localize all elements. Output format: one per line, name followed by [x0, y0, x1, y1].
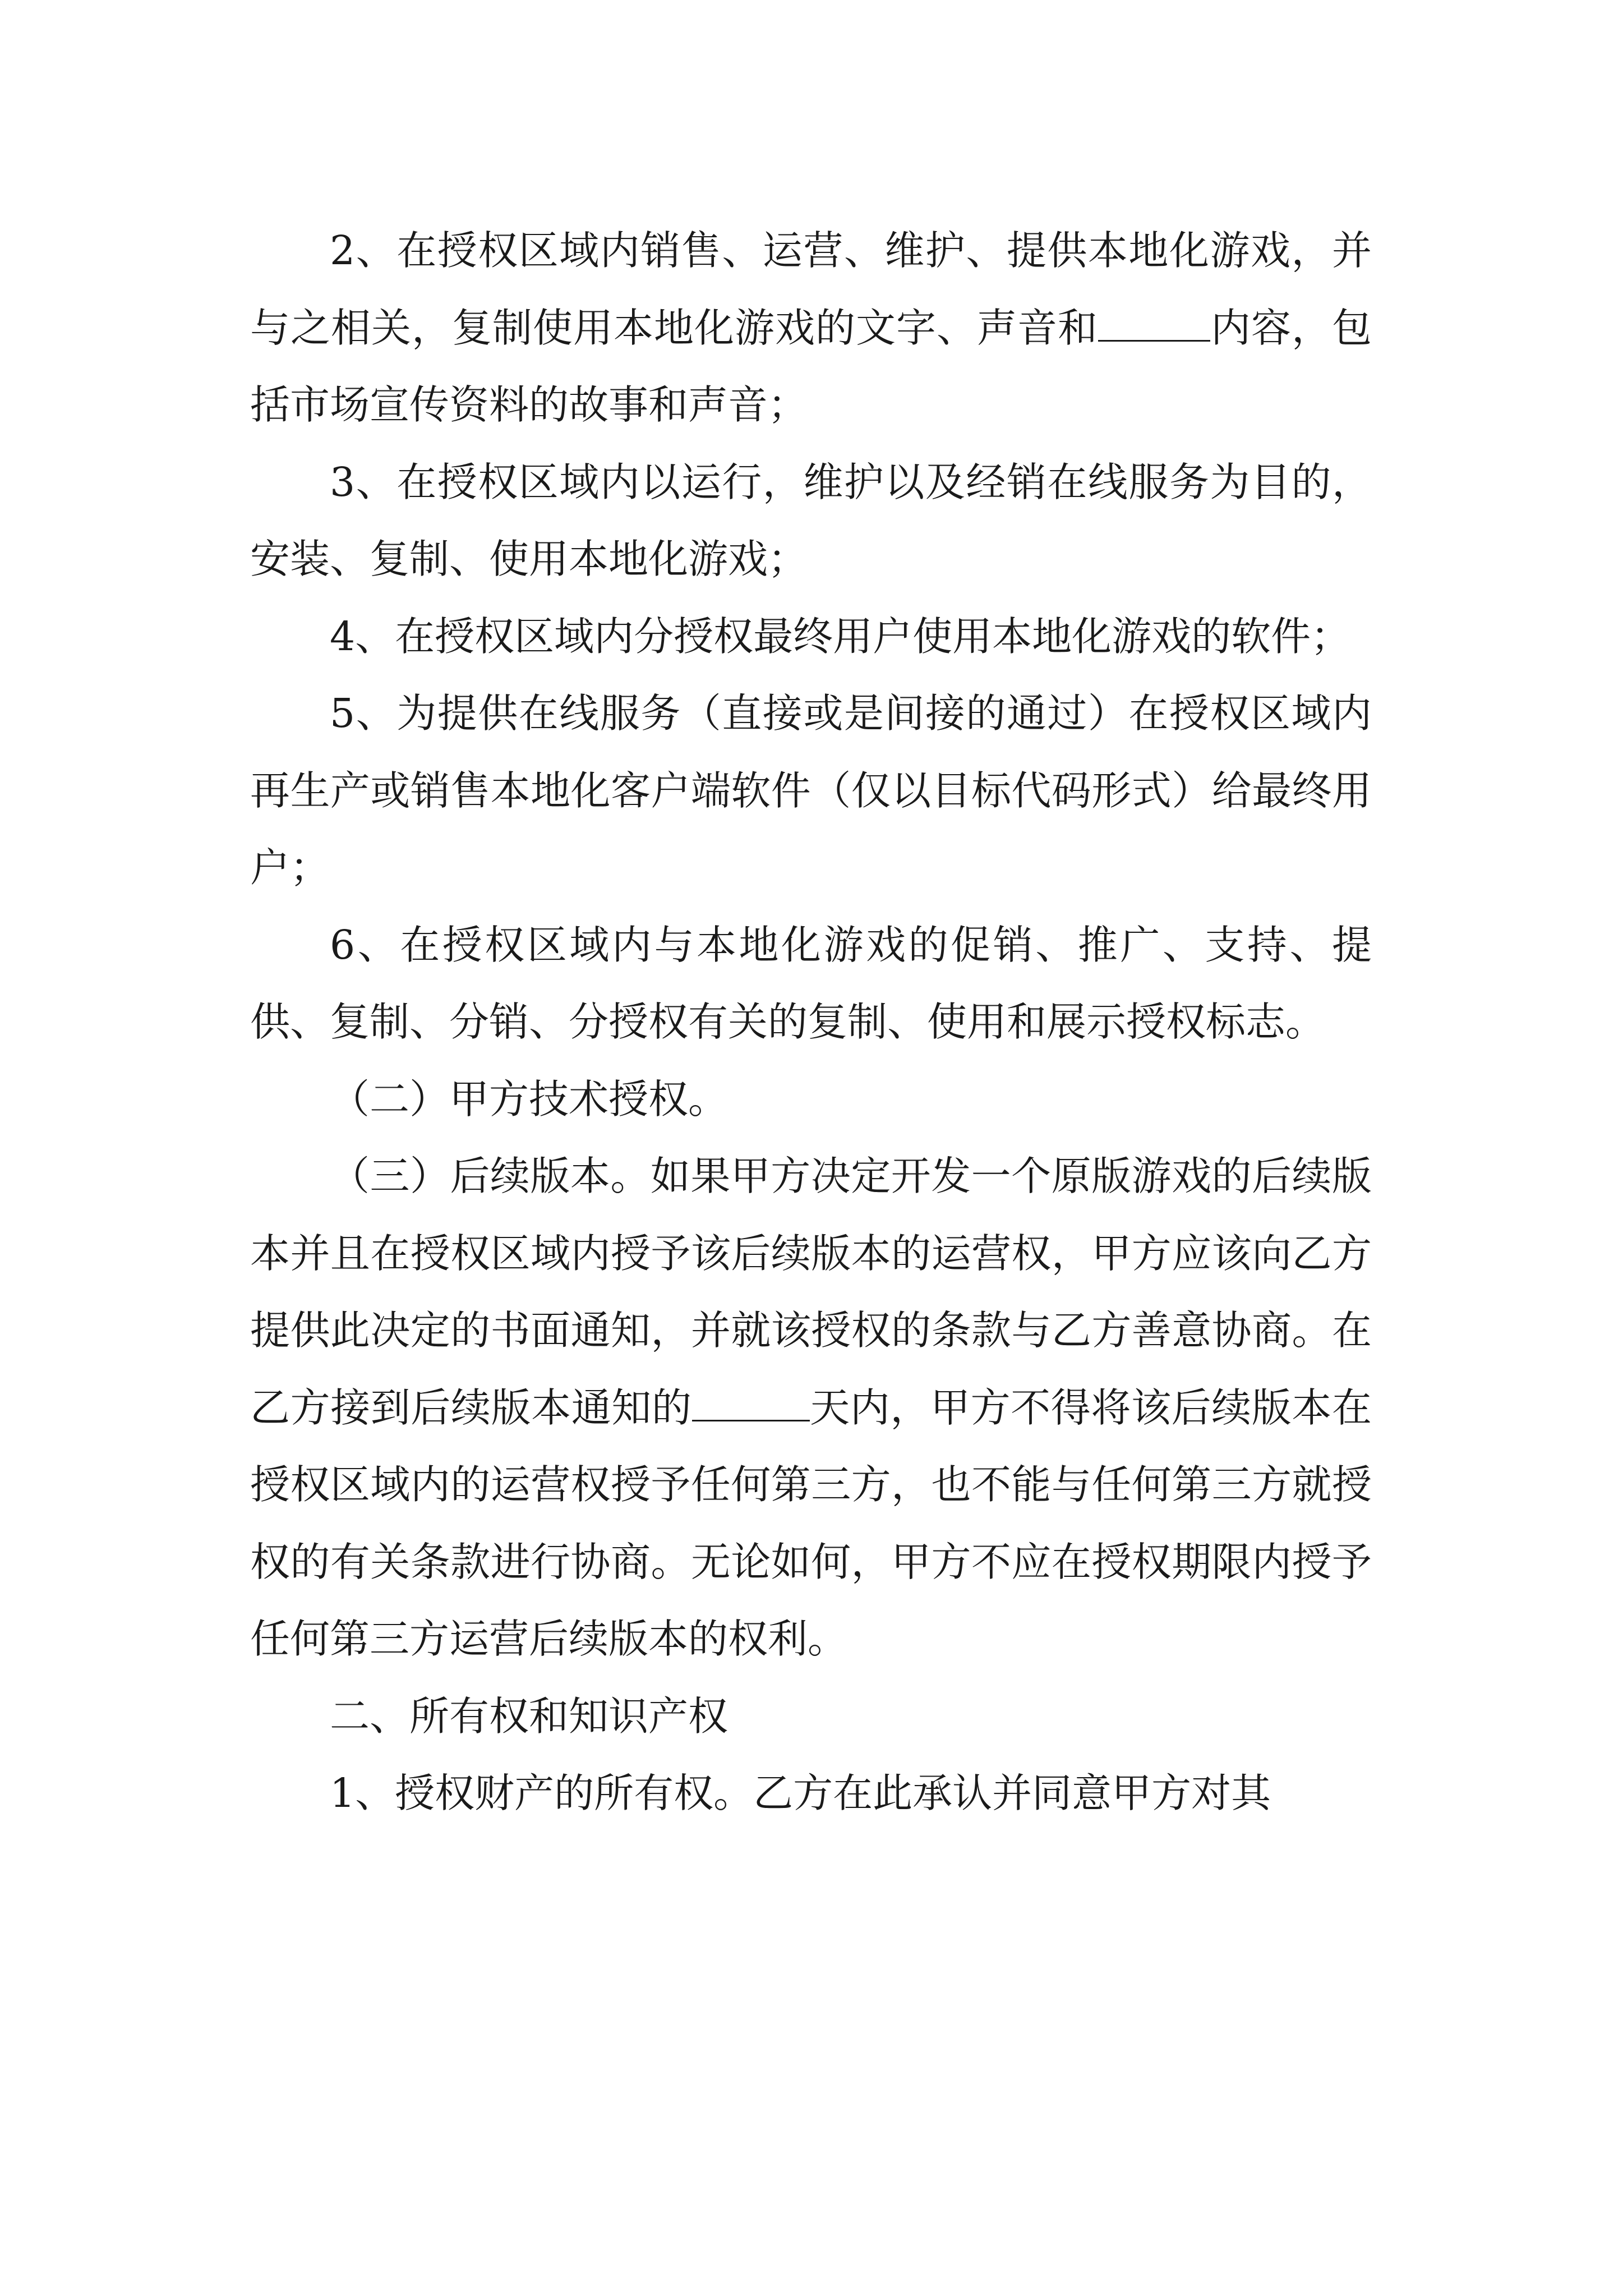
section-technical-license: （二）甲方技术授权。	[330, 1075, 728, 1122]
clause-2-6: 6、在授权区域内与本地化游戏的促销、推广、支持、提供、复制、分销、分授权有关的复制、使用和展示授权标志。	[250, 921, 1372, 1045]
clause-text-tail: 内容，包括市场宣传资料的故事和声音；	[250, 304, 1372, 428]
section-subsequent-versions	[250, 1138, 1372, 1678]
clause-2-2	[250, 212, 1372, 444]
document-body	[250, 212, 1372, 1832]
clause-2-5: 5、为提供在线服务（直接或是间接的通过）在授权区域内再生产或销售本地化客户端软件（仅以目标代码形式）给最终用户；	[250, 690, 1372, 891]
clause-ownership-1: 1、授权财产的所有权。乙方在此承认并同意甲方对其	[330, 1770, 1271, 1816]
clause-text: 2、在授权区域内销售、运营、维护、提供本地化游戏，并与之相关，复制使用本地化游戏的文字、声音和	[250, 227, 1372, 351]
fill-in-blank	[1098, 304, 1210, 342]
clause-text: （三）后续版本。如果甲方决定开发一个原版游戏的后续版本并且在授权区域内授予该后续版本的运营权，甲方应该向乙方提供此决定的书面通知，并就该授权的条款与乙方善意协商。在乙方接到后续版本通知的	[250, 1153, 1372, 1431]
fill-in-blank	[692, 1384, 810, 1421]
section-heading-ownership: 二、所有权和知识产权	[330, 1692, 728, 1740]
clause-text-tail: 天内，甲方不得将该后续版本在授权区域内的运营权授予任何第三方，也不能与任何第三方就授权的有关条款进行协商。无论如何，甲方不应在授权期限内授予任何第三方运营后续版本的权利。	[250, 1384, 1372, 1662]
clause-2-3: 3、在授权区域内以运行，维护以及经销在线服务为目的，安装、复制、使用本地化游戏；	[250, 458, 1372, 582]
clause-2-4: 4、在授权区域内分授权最终用户使用本地化游戏的软件；	[330, 613, 1351, 660]
